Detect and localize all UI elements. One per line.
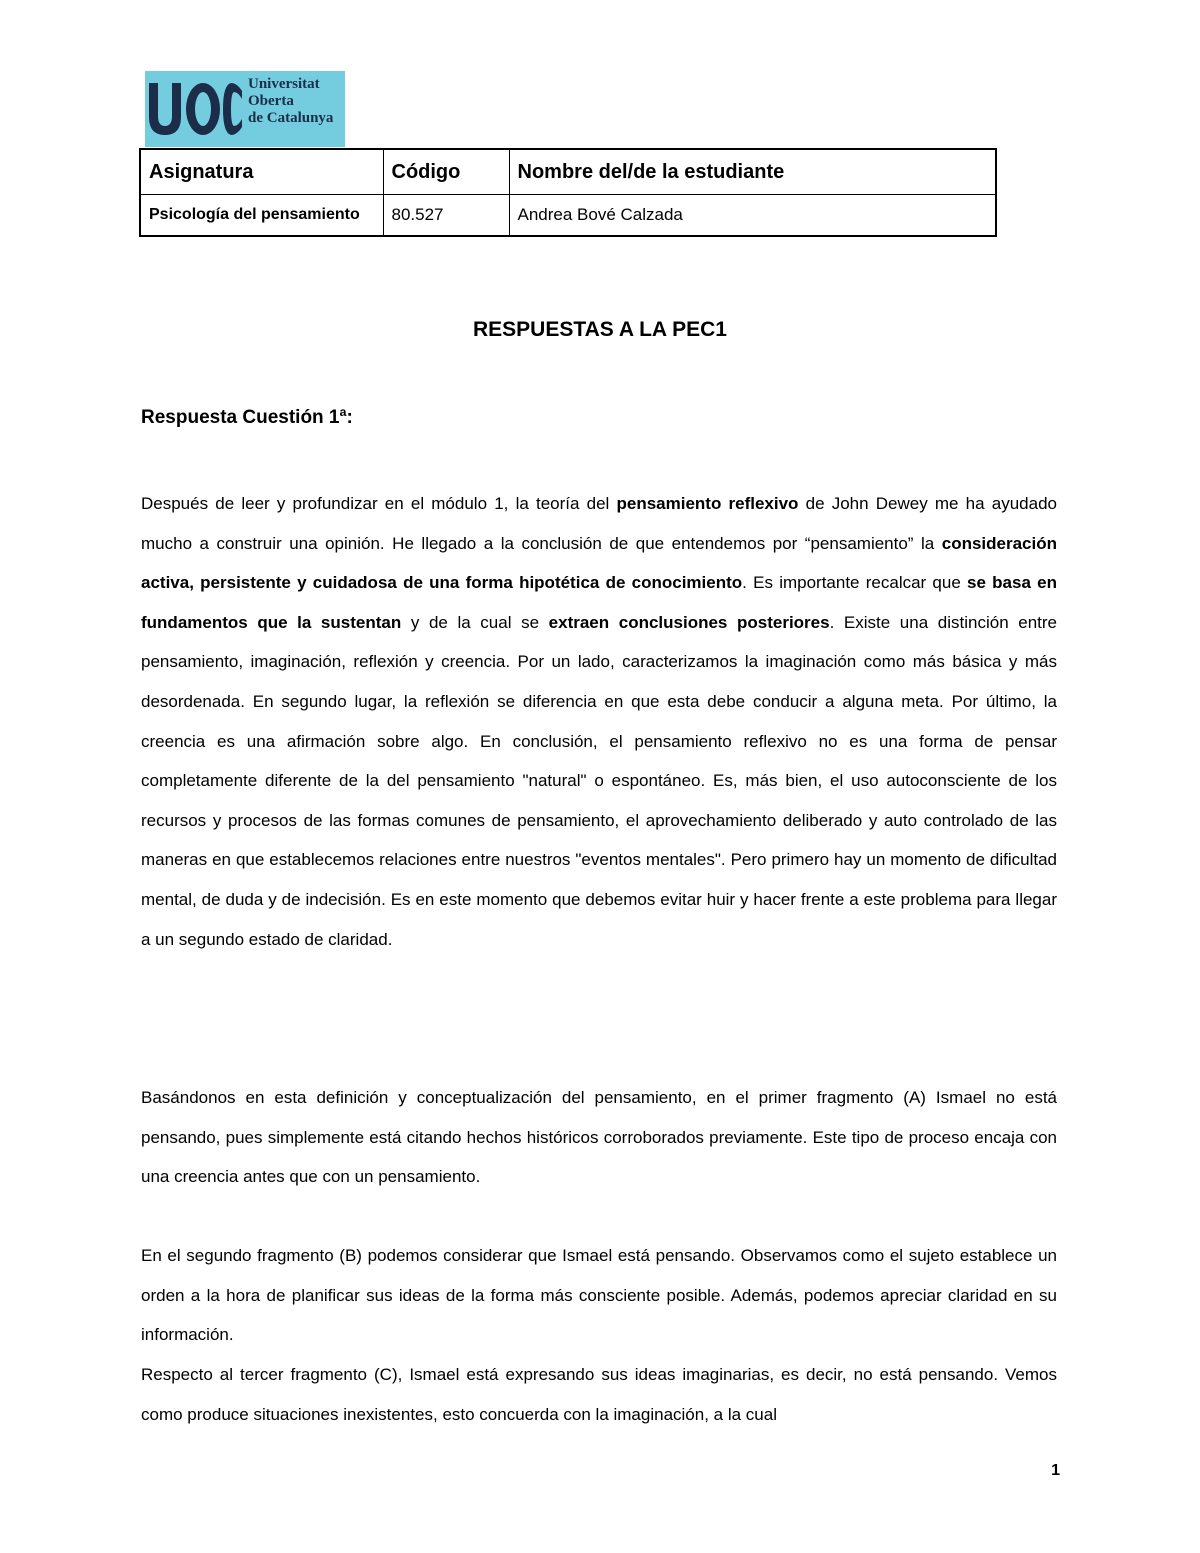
p1-run: . Es importante recalcar que bbox=[742, 573, 968, 593]
paragraph-2: Basándonos en esta definición y conceptualización del pensamiento, en el primer fragmento (A) Ismael no está pensando, pues simplemente está citando hechos históricos corroborados previamente. Este tipo de proceso encaja con una creencia antes que con un pensamiento. bbox=[141, 1088, 1057, 1187]
logo-wordmark bbox=[248, 76, 333, 127]
table-row bbox=[140, 195, 996, 237]
header-nombre: Nombre del/de la estudiante bbox=[509, 149, 996, 195]
uoc-logo bbox=[145, 71, 345, 147]
paragraph-4: Respecto al tercer fragmento (C), Ismael está expresando sus ideas imaginarias, es decir, no está pensando. Vemos como produce situaciones inexistentes, esto concuerda con la imaginación, a la cual bbox=[141, 1365, 1057, 1424]
p1-run: Después de leer y profundizar en el módulo 1, la teoría del bbox=[141, 494, 617, 513]
paragraph-1 bbox=[141, 484, 1057, 959]
p1-run: . Existe una distinción entre pensamiento, imaginación, reflexión y creencia. Por un lado, caracterizamos la imaginación como más básica y más desordenada. En segundo lugar, la reflexión se diferencia en que esta debe conducir a alguna meta. Por último, la creencia es una afirmación sobre algo. En conclusión, el pensamiento reflexivo no es una forma de pensar completamente diferente de la del pensamiento "natural" o espontáneo. Es, más bien, el uso autoconsciente de los recursos y procesos de las formas comunes de pensamiento, el aprovechamiento deliberado y auto controlado de las maneras en que establecemos relaciones entre nuestros "eventos mentales". Pero primero hay un momento de dificultad mental, de duda y de indecisión. Es en este momento que debemos evitar huir y hacer frente a este problema para llegar a un segundo estado de claridad. bbox=[141, 612, 1057, 949]
header-codigo: Código bbox=[383, 149, 509, 195]
document-title: RESPUESTAS A LA PEC1 bbox=[473, 318, 727, 341]
logo-line-3: de Catalunya bbox=[248, 110, 334, 126]
p1-bold-run: se basa en fundamentos que la sustentan bbox=[141, 573, 1057, 632]
subject-cell: Psicología del pensamiento bbox=[140, 195, 383, 237]
p1-bold-run: extraen conclusiones posteriores bbox=[548, 612, 830, 632]
student-info-table bbox=[139, 148, 997, 237]
section-heading: Respuesta Cuestión 1ª: bbox=[141, 407, 353, 428]
student-name-cell: Andrea Bové Calzada bbox=[509, 195, 996, 237]
uoc-letters-mark bbox=[145, 71, 248, 147]
p1-bold-run: pensamiento reflexivo bbox=[616, 494, 799, 513]
paragraph-3: En el segundo fragmento (B) podemos considerar que Ismael está pensando. Observamos como el sujeto establece un orden a la hora de planificar sus ideas de la forma más consciente posible. Además, podemos apreciar claridad en su información. bbox=[141, 1246, 1057, 1345]
logo-line-2: Oberta bbox=[248, 93, 294, 109]
table-header-row bbox=[140, 149, 996, 195]
page-number: 1 bbox=[1051, 1462, 1060, 1479]
p1-run: de John Dewey me ha ayudado mucho a construir una opinión. He llegado a la conclusión de que entendemos por “pensamiento” la bbox=[141, 494, 1057, 553]
header-asignatura: Asignatura bbox=[140, 149, 383, 195]
code-cell: 80.527 bbox=[383, 195, 509, 237]
p1-run: y de la cual se bbox=[401, 612, 549, 632]
p1-bold-run: consideración activa, persistente y cuidadosa de una forma hipotética de conocimiento bbox=[141, 533, 1057, 593]
logo-line-1: Universitat bbox=[248, 76, 320, 92]
